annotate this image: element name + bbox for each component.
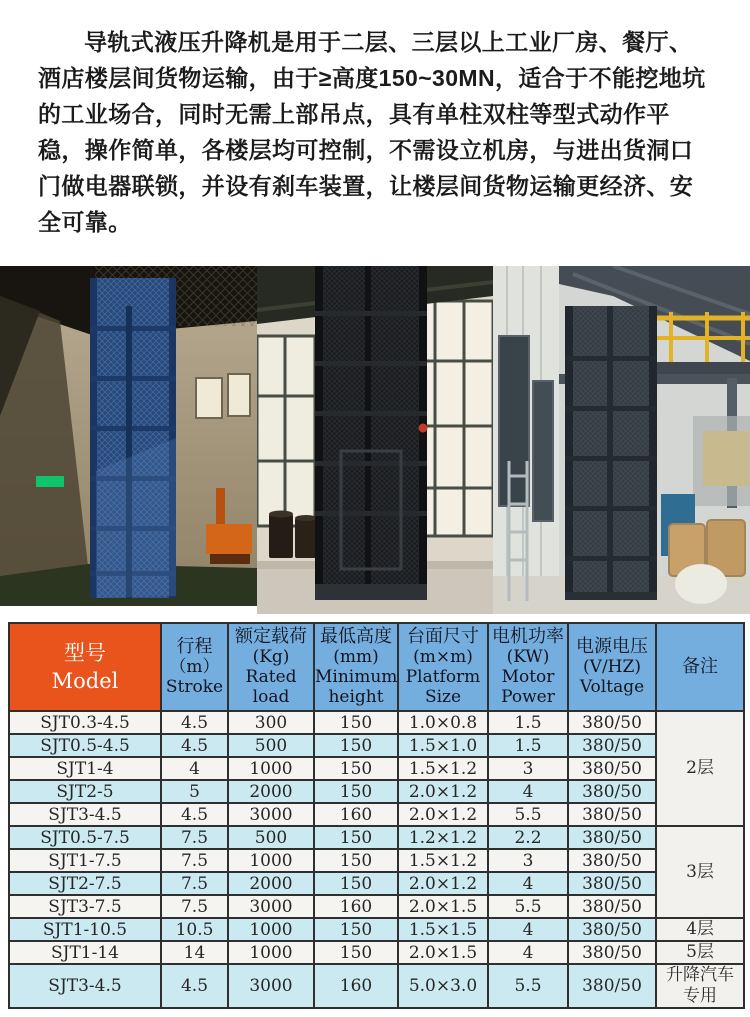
table-row bbox=[9, 964, 744, 1008]
column-header: 电源电压 (V/HZ) Voltage bbox=[568, 623, 656, 711]
beacon-light bbox=[419, 424, 428, 433]
value-cell: 7.5 bbox=[161, 895, 228, 918]
value-cell: 1.5×1.2 bbox=[398, 757, 488, 780]
model-cell: SJT3-4.5 bbox=[9, 964, 161, 1008]
intro-paragraph: 导轨式液压升降机是用于二层、三层以上工业厂房、餐厅、酒店楼层间货物运输，由于≥高度150~30MN，适合于不能挖地坑的工业场合，同时无需上部吊点，具有单柱双柱等型式动作平稳，操作简单，各楼层均可控制，不需设立机房，与进出货洞口门做电器联锁，并设有刹车装置，让楼层间货物运输更经济、安全可靠。 bbox=[38, 29, 706, 235]
value-cell: 2.0×1.2 bbox=[398, 872, 488, 895]
value-cell: 380/50 bbox=[568, 941, 656, 964]
model-cell: SJT1-7.5 bbox=[9, 849, 161, 872]
remark-cell: 3层 bbox=[656, 826, 744, 918]
value-cell: 2.0×1.5 bbox=[398, 941, 488, 964]
value-cell: 380/50 bbox=[568, 895, 656, 918]
value-cell: 380/50 bbox=[568, 918, 656, 941]
value-cell: 380/50 bbox=[568, 849, 656, 872]
table-row bbox=[9, 849, 744, 872]
value-cell: 5.5 bbox=[488, 895, 568, 918]
table-row bbox=[9, 780, 744, 803]
spec-table bbox=[8, 622, 745, 1009]
value-cell: 3000 bbox=[228, 895, 314, 918]
remark-cell: 升降汽车专用 bbox=[656, 964, 744, 1008]
table-row bbox=[9, 757, 744, 780]
value-cell: 1000 bbox=[228, 757, 314, 780]
value-cell: 150 bbox=[314, 849, 398, 872]
column-header: 型号 Model bbox=[9, 623, 161, 711]
value-cell: 7.5 bbox=[161, 849, 228, 872]
value-cell: 150 bbox=[314, 711, 398, 734]
value-cell: 500 bbox=[228, 826, 314, 849]
value-cell: 5 bbox=[161, 780, 228, 803]
photo-strip bbox=[0, 266, 750, 614]
value-cell: 160 bbox=[314, 964, 398, 1008]
table-row bbox=[9, 826, 744, 849]
value-cell: 150 bbox=[314, 734, 398, 757]
value-cell: 7.5 bbox=[161, 826, 228, 849]
product-photo-grey-lift bbox=[493, 266, 750, 614]
value-cell: 2.0×1.2 bbox=[398, 780, 488, 803]
value-cell: 2.2 bbox=[488, 826, 568, 849]
value-cell: 5.0×3.0 bbox=[398, 964, 488, 1008]
column-header: 最低高度 (mm) Minimum height bbox=[314, 623, 398, 711]
value-cell: 160 bbox=[314, 895, 398, 918]
value-cell: 1000 bbox=[228, 941, 314, 964]
value-cell: 14 bbox=[161, 941, 228, 964]
table-row bbox=[9, 918, 744, 941]
value-cell: 300 bbox=[228, 711, 314, 734]
table-row bbox=[9, 895, 744, 918]
value-cell: 380/50 bbox=[568, 711, 656, 734]
model-cell: SJT2-5 bbox=[9, 780, 161, 803]
model-cell: SJT1-4 bbox=[9, 757, 161, 780]
product-photo-blue-lift bbox=[0, 266, 257, 606]
remark-cell: 5层 bbox=[656, 941, 744, 964]
table-row bbox=[9, 872, 744, 895]
table-row bbox=[9, 803, 744, 826]
table-row bbox=[9, 734, 744, 757]
value-cell: 150 bbox=[314, 918, 398, 941]
model-cell: SJT0.5-4.5 bbox=[9, 734, 161, 757]
value-cell: 4.5 bbox=[161, 711, 228, 734]
value-cell: 380/50 bbox=[568, 826, 656, 849]
value-cell: 5.5 bbox=[488, 803, 568, 826]
value-cell: 380/50 bbox=[568, 872, 656, 895]
value-cell: 1.5×1.0 bbox=[398, 734, 488, 757]
value-cell: 7.5 bbox=[161, 872, 228, 895]
table-row bbox=[9, 941, 744, 964]
column-header: 行程 （m） Stroke bbox=[161, 623, 228, 711]
value-cell: 1.5×1.5 bbox=[398, 918, 488, 941]
value-cell: 1000 bbox=[228, 849, 314, 872]
value-cell: 1000 bbox=[228, 918, 314, 941]
value-cell: 1.2×1.2 bbox=[398, 826, 488, 849]
value-cell: 380/50 bbox=[568, 734, 656, 757]
value-cell: 380/50 bbox=[568, 803, 656, 826]
value-cell: 150 bbox=[314, 872, 398, 895]
value-cell: 2.0×1.5 bbox=[398, 895, 488, 918]
table-row bbox=[9, 711, 744, 734]
column-header: 台面尺寸 (m×m) Platform Size bbox=[398, 623, 488, 711]
value-cell: 1.0×0.8 bbox=[398, 711, 488, 734]
column-header: 电机功率 (KW) Motor Power bbox=[488, 623, 568, 711]
model-cell: SJT3-4.5 bbox=[9, 803, 161, 826]
spec-table-body bbox=[9, 711, 744, 1008]
model-cell: SJT0.5-7.5 bbox=[9, 826, 161, 849]
product-photo-black-lift bbox=[257, 266, 493, 614]
remark-cell: 4层 bbox=[656, 918, 744, 941]
value-cell: 3 bbox=[488, 757, 568, 780]
spec-table-head-row bbox=[9, 623, 744, 711]
exit-sign bbox=[36, 476, 64, 487]
value-cell: 10.5 bbox=[161, 918, 228, 941]
value-cell: 4 bbox=[161, 757, 228, 780]
column-header: 额定载荷 (Kg) Rated load bbox=[228, 623, 314, 711]
value-cell: 2.0×1.2 bbox=[398, 803, 488, 826]
remark-cell: 2层 bbox=[656, 711, 744, 826]
value-cell: 1.5 bbox=[488, 711, 568, 734]
value-cell: 150 bbox=[314, 757, 398, 780]
value-cell: 3000 bbox=[228, 803, 314, 826]
value-cell: 4.5 bbox=[161, 803, 228, 826]
value-cell: 3 bbox=[488, 849, 568, 872]
value-cell: 4 bbox=[488, 780, 568, 803]
value-cell: 500 bbox=[228, 734, 314, 757]
model-cell: SJT1-10.5 bbox=[9, 918, 161, 941]
model-cell: SJT3-7.5 bbox=[9, 895, 161, 918]
value-cell: 380/50 bbox=[568, 757, 656, 780]
value-cell: 380/50 bbox=[568, 780, 656, 803]
value-cell: 4 bbox=[488, 872, 568, 895]
value-cell: 4 bbox=[488, 918, 568, 941]
value-cell: 2000 bbox=[228, 780, 314, 803]
value-cell: 150 bbox=[314, 941, 398, 964]
model-cell: SJT1-14 bbox=[9, 941, 161, 964]
column-header: 备注 bbox=[656, 623, 744, 711]
value-cell: 1.5 bbox=[488, 734, 568, 757]
value-cell: 5.5 bbox=[488, 964, 568, 1008]
value-cell: 2000 bbox=[228, 872, 314, 895]
value-cell: 3000 bbox=[228, 964, 314, 1008]
value-cell: 160 bbox=[314, 803, 398, 826]
value-cell: 150 bbox=[314, 826, 398, 849]
value-cell: 4.5 bbox=[161, 734, 228, 757]
value-cell: 4.5 bbox=[161, 964, 228, 1008]
value-cell: 1.5×1.2 bbox=[398, 849, 488, 872]
value-cell: 150 bbox=[314, 780, 398, 803]
value-cell: 4 bbox=[488, 941, 568, 964]
model-cell: SJT0.3-4.5 bbox=[9, 711, 161, 734]
model-cell: SJT2-7.5 bbox=[9, 872, 161, 895]
value-cell: 380/50 bbox=[568, 964, 656, 1008]
